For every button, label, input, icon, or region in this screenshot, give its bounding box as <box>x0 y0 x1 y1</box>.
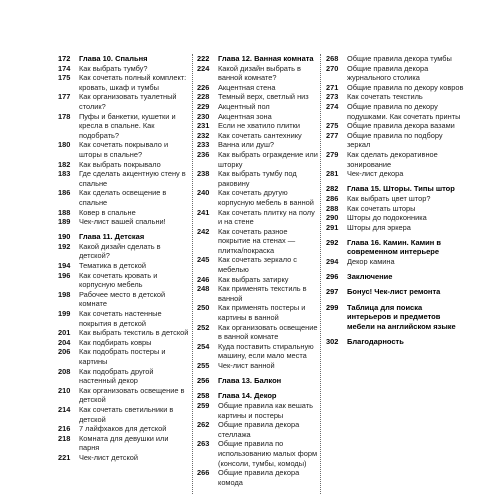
toc-entry <box>58 188 190 207</box>
entry-title: Как сочетать сантехнику <box>218 130 302 140</box>
toc-entry <box>58 261 190 271</box>
toc-entry <box>326 83 466 93</box>
page-number: 221 <box>58 452 71 462</box>
page-number: 250 <box>197 303 210 313</box>
page-number: 174 <box>58 63 71 73</box>
page-number: 199 <box>58 309 71 319</box>
page-number: 182 <box>58 159 71 169</box>
page-number: 224 <box>197 63 210 73</box>
toc-chapter-heading <box>326 303 466 332</box>
entry-title: Акцентная стена <box>218 82 276 92</box>
entry-title: Как организовать освещение в детской <box>79 385 185 405</box>
entry-title: Как сочетать шторы <box>347 203 416 213</box>
page-number: 233 <box>197 140 210 150</box>
entry-title: Как подобрать постеры и картины <box>79 347 166 366</box>
toc-entry <box>197 342 319 361</box>
entry-title: Как сочетать другую корпусную мебель в ванной <box>218 188 314 207</box>
toc-entry <box>197 64 319 83</box>
page-number: 281 <box>326 169 339 179</box>
entry-title: Как выбрать затирку <box>218 274 289 284</box>
chapter-title: Заключение <box>347 272 393 282</box>
toc-entry <box>197 323 319 342</box>
toc-entry <box>58 290 190 309</box>
toc-entry <box>58 271 190 290</box>
page-number: 252 <box>197 322 210 332</box>
page-number: 192 <box>58 241 71 251</box>
page-number: 188 <box>58 207 71 217</box>
toc-entry <box>58 309 190 328</box>
page-number: 186 <box>58 188 71 198</box>
toc-entry <box>197 275 319 285</box>
toc-entry <box>197 401 319 420</box>
entry-title: Общие правила по подбору зеркал <box>347 130 443 150</box>
page-number: 279 <box>326 149 339 159</box>
page-number: 268 <box>326 54 339 63</box>
page-number: 277 <box>326 130 339 140</box>
entry-title: Общие правила декора тумбы <box>347 54 452 63</box>
toc-entry <box>58 347 190 366</box>
page-number: 296 <box>326 272 339 282</box>
entry-title: Как выбрать тумбу? <box>79 63 148 73</box>
page-number: 172 <box>58 54 71 63</box>
chapter-title: Глава 12. Ванная комната <box>218 54 314 63</box>
page-number: 231 <box>197 121 210 131</box>
page-number: 190 <box>58 232 71 242</box>
toc-entry <box>58 453 190 463</box>
toc-column-3 <box>326 54 466 347</box>
toc-entry <box>197 112 319 122</box>
page-number: 201 <box>58 328 71 338</box>
page-number: 286 <box>326 193 339 203</box>
page-number: 175 <box>58 73 71 83</box>
toc-entry <box>58 338 190 348</box>
entry-title: Чек-лист ванной <box>218 361 275 370</box>
page-number: 262 <box>197 420 210 430</box>
toc-entry <box>58 92 190 111</box>
page-number: 240 <box>197 188 210 198</box>
chapter-title: Бонус! Чек-лист ремонта <box>347 287 441 297</box>
page-number: 274 <box>326 101 339 111</box>
toc-entry <box>58 169 190 188</box>
entry-title: Как сочетать полный комплект: кровать, шкаф и тумбы <box>79 73 187 92</box>
toc-entry <box>58 73 190 92</box>
page-number: 222 <box>197 54 210 63</box>
toc-entry <box>197 227 319 256</box>
column-divider <box>192 54 193 494</box>
page-number: 259 <box>197 400 210 410</box>
entry-title: Общие правила по использованию малых форм (консоли, тумбы, комоды) <box>218 439 318 468</box>
toc-entry <box>197 121 319 131</box>
toc-entry <box>197 255 319 274</box>
chapter-title: Благодарность <box>347 337 404 346</box>
page-number: 214 <box>58 404 71 414</box>
page-number: 292 <box>326 237 339 247</box>
entry-title: Общие правила декора комода <box>218 468 300 487</box>
entry-title: Как сочетать разное покрытие на стенах — плитка/покраска <box>218 226 296 255</box>
toc-chapter-heading <box>326 337 466 347</box>
toc-column-1 <box>58 54 190 463</box>
page-number: 302 <box>326 337 339 346</box>
toc-chapter-heading <box>326 184 466 194</box>
toc-entry <box>197 361 319 371</box>
toc-chapter-heading <box>326 238 466 257</box>
toc-entry <box>197 284 319 303</box>
page-number: 290 <box>326 213 339 223</box>
page-number: 228 <box>197 92 210 102</box>
chapter-title: Глава 10. Спальня <box>79 54 148 63</box>
entry-title: Как сочетать зеркало с мебелью <box>218 255 297 275</box>
page-number: 183 <box>58 169 71 179</box>
toc-entry <box>326 92 466 102</box>
page-number: 282 <box>326 184 339 194</box>
toc-chapter-heading <box>58 54 190 64</box>
entry-title: Ванна или душ? <box>218 140 275 150</box>
entry-title: Акцентный пол <box>218 101 270 111</box>
entry-title: Какой дизайн сделать в детской? <box>79 241 161 261</box>
chapter-title: Таблица для поиска интерьеров и предметов мебели на английском языке <box>347 302 456 331</box>
page-number: 266 <box>197 468 210 478</box>
entry-title: Как выбрать цвет штор? <box>347 193 431 203</box>
page-number: 238 <box>197 169 210 179</box>
toc-entry <box>58 405 190 424</box>
entry-title: Общие правила по декору ковров <box>347 82 464 92</box>
entry-title: Как выбрать покрывало <box>79 159 161 169</box>
entry-title: Куда поставить стиральную машину, если мало места <box>218 341 314 361</box>
toc-entry <box>326 204 466 214</box>
entry-title: 7 лайфхаков для детской <box>79 424 167 434</box>
toc-chapter-heading <box>326 287 466 297</box>
toc-entry <box>58 367 190 386</box>
page-number: 208 <box>58 366 71 376</box>
toc-entry <box>197 92 319 102</box>
page-number: 232 <box>197 130 210 140</box>
toc-entry <box>197 131 319 141</box>
toc-entry <box>197 83 319 93</box>
page-number: 242 <box>197 226 210 236</box>
toc-entry <box>197 140 319 150</box>
toc-entry <box>58 386 190 405</box>
entry-title: Чек-лист декора <box>347 169 404 179</box>
page-number: 255 <box>197 361 210 370</box>
entry-title: Как сочетать покрывало и шторы в спальне? <box>79 140 169 159</box>
entry-title: Какой дизайн выбрать в ванной комнате? <box>218 63 301 83</box>
entry-title: Как сделать освещение в спальне <box>79 188 167 207</box>
toc-entry <box>326 131 466 150</box>
toc-entry <box>197 439 319 468</box>
page-number: 210 <box>58 385 71 395</box>
toc-chapter-heading <box>197 376 319 386</box>
page-number: 229 <box>197 101 210 111</box>
toc-entry <box>197 169 319 188</box>
page-number: 241 <box>197 207 210 217</box>
page-number: 246 <box>197 274 210 284</box>
page-number: 299 <box>326 302 339 312</box>
toc-entry <box>58 112 190 141</box>
toc-entry <box>58 64 190 74</box>
entry-title: Как организовать освещение в ванной комнате <box>218 322 318 342</box>
page-number: 245 <box>197 255 210 265</box>
entry-title: Как выбрать ограждение или шторку <box>218 149 318 169</box>
page-number: 177 <box>58 92 71 102</box>
toc-entry <box>197 303 319 322</box>
page-number: 226 <box>197 82 210 92</box>
page-number: 194 <box>58 261 71 271</box>
page-number: 206 <box>58 347 71 357</box>
entry-title: Как сделать декоративное зонирование <box>347 149 438 169</box>
chapter-title: Глава 15. Шторы. Типы штор <box>347 184 455 194</box>
page-number: 270 <box>326 63 339 73</box>
entry-title: Комната для девушки или парня <box>79 433 169 453</box>
entry-title: Декор камина <box>347 257 395 267</box>
entry-title: Тематика в детской <box>79 261 147 271</box>
toc-entry <box>326 150 466 169</box>
entry-title: Шторы до подоконника <box>347 213 427 223</box>
page-number: 291 <box>326 222 339 232</box>
toc-entry <box>326 194 466 204</box>
toc-chapter-heading <box>326 272 466 282</box>
entry-title: Общие правила по декору подушками. Как сочетать принты <box>347 101 461 121</box>
entry-title: Как применять постеры и картины в ванной <box>218 303 306 323</box>
entry-title: Рабочее место в детской комнате <box>79 289 166 309</box>
column-divider <box>320 54 321 494</box>
toc-entry <box>197 208 319 227</box>
toc-entry <box>197 420 319 439</box>
entry-title: Как сочетать текстиль <box>347 92 423 102</box>
page-number: 294 <box>326 257 339 267</box>
entry-title: Темный верх, светлый низ <box>218 92 309 102</box>
entry-title: Как сочетать настенные покрытия в детской <box>79 309 162 328</box>
entry-title: Как сочетать светильники в детской <box>79 404 174 424</box>
entry-title: Как выбрать текстиль в детской <box>79 328 189 338</box>
chapter-title: Глава 13. Балкон <box>218 376 282 386</box>
entry-title: Общие правила декора журнального столика <box>347 63 429 83</box>
entry-title: Ковер в спальне <box>79 207 136 217</box>
page-number: 263 <box>197 439 210 449</box>
toc-entry <box>197 102 319 112</box>
chapter-title: Глава 14. Декор <box>218 391 277 401</box>
entry-title: Акцентная зона <box>218 111 272 121</box>
toc-chapter-heading <box>197 391 319 401</box>
chapter-title: Глава 11. Детская <box>79 232 145 242</box>
toc-entry <box>197 468 319 487</box>
page-number: 189 <box>58 217 71 227</box>
page-number: 258 <box>197 391 210 401</box>
page-number: 230 <box>197 111 210 121</box>
page-number: 196 <box>58 270 71 280</box>
toc-entry <box>326 64 466 83</box>
page-number: 236 <box>197 149 210 159</box>
toc-entry <box>326 223 466 233</box>
toc-entry <box>326 169 466 179</box>
toc-entry <box>58 140 190 159</box>
toc-entry <box>326 121 466 131</box>
page-number: 216 <box>58 424 71 434</box>
toc-entry <box>58 434 190 453</box>
entry-title: Как подбирать ковры <box>79 337 152 347</box>
page-number: 218 <box>58 433 71 443</box>
toc-entry <box>326 213 466 223</box>
entry-title: Как применять текстиль в ванной <box>218 284 307 303</box>
page-number: 198 <box>58 289 71 299</box>
entry-title: Общие правила как вешать картины и постеры <box>218 400 313 420</box>
page-number: 180 <box>58 140 71 150</box>
chapter-title: Глава 16. Камин. Камин в современном интерьере <box>347 237 442 257</box>
page-number: 297 <box>326 287 339 297</box>
entry-title: Чек-лист детской <box>79 452 139 462</box>
entry-title: Пуфы и банкетки, кушетки и кресла в спальне. Как подобрать? <box>79 111 176 140</box>
toc-entry <box>326 102 466 121</box>
entry-title: Как сочетать кровать и корпусную мебель <box>79 270 158 290</box>
toc-entry <box>58 424 190 434</box>
entry-title: Общие правила декора вазами <box>347 121 455 131</box>
page-number: 273 <box>326 92 339 102</box>
toc-entry <box>58 217 190 227</box>
entry-title: Где сделать акцентную стену в спальне <box>79 169 186 188</box>
toc-entry <box>58 160 190 170</box>
page-number: 254 <box>197 341 210 351</box>
toc-entry <box>58 208 190 218</box>
toc-entry <box>326 54 466 64</box>
page-number: 204 <box>58 337 71 347</box>
entry-title: Общие правила декора стеллажа <box>218 420 300 439</box>
toc-entry <box>58 242 190 261</box>
entry-title: Как организовать туалетный столик? <box>79 92 177 111</box>
page-number: 256 <box>197 376 210 386</box>
toc-entry <box>326 257 466 267</box>
toc-column-2 <box>197 54 319 487</box>
page-number: 275 <box>326 121 339 131</box>
entry-title: Чек-лист вашей спальни! <box>79 217 166 227</box>
toc-entry <box>197 150 319 169</box>
entry-title: Как сочетать плитку на полу и на стене <box>218 207 315 227</box>
page-number: 178 <box>58 111 71 121</box>
toc-chapter-heading <box>197 54 319 64</box>
entry-title: Шторы для эркера <box>347 222 411 232</box>
entry-title: Как выбрать тумбу под раковину <box>218 169 297 188</box>
page-number: 288 <box>326 203 339 213</box>
entry-title: Если не хватило плитки <box>218 121 301 131</box>
toc-chapter-heading <box>58 232 190 242</box>
toc-entry <box>58 328 190 338</box>
page-number: 248 <box>197 284 210 294</box>
page-number: 271 <box>326 82 339 92</box>
toc-entry <box>197 188 319 207</box>
entry-title: Как подобрать другой настенный декор <box>79 366 154 386</box>
